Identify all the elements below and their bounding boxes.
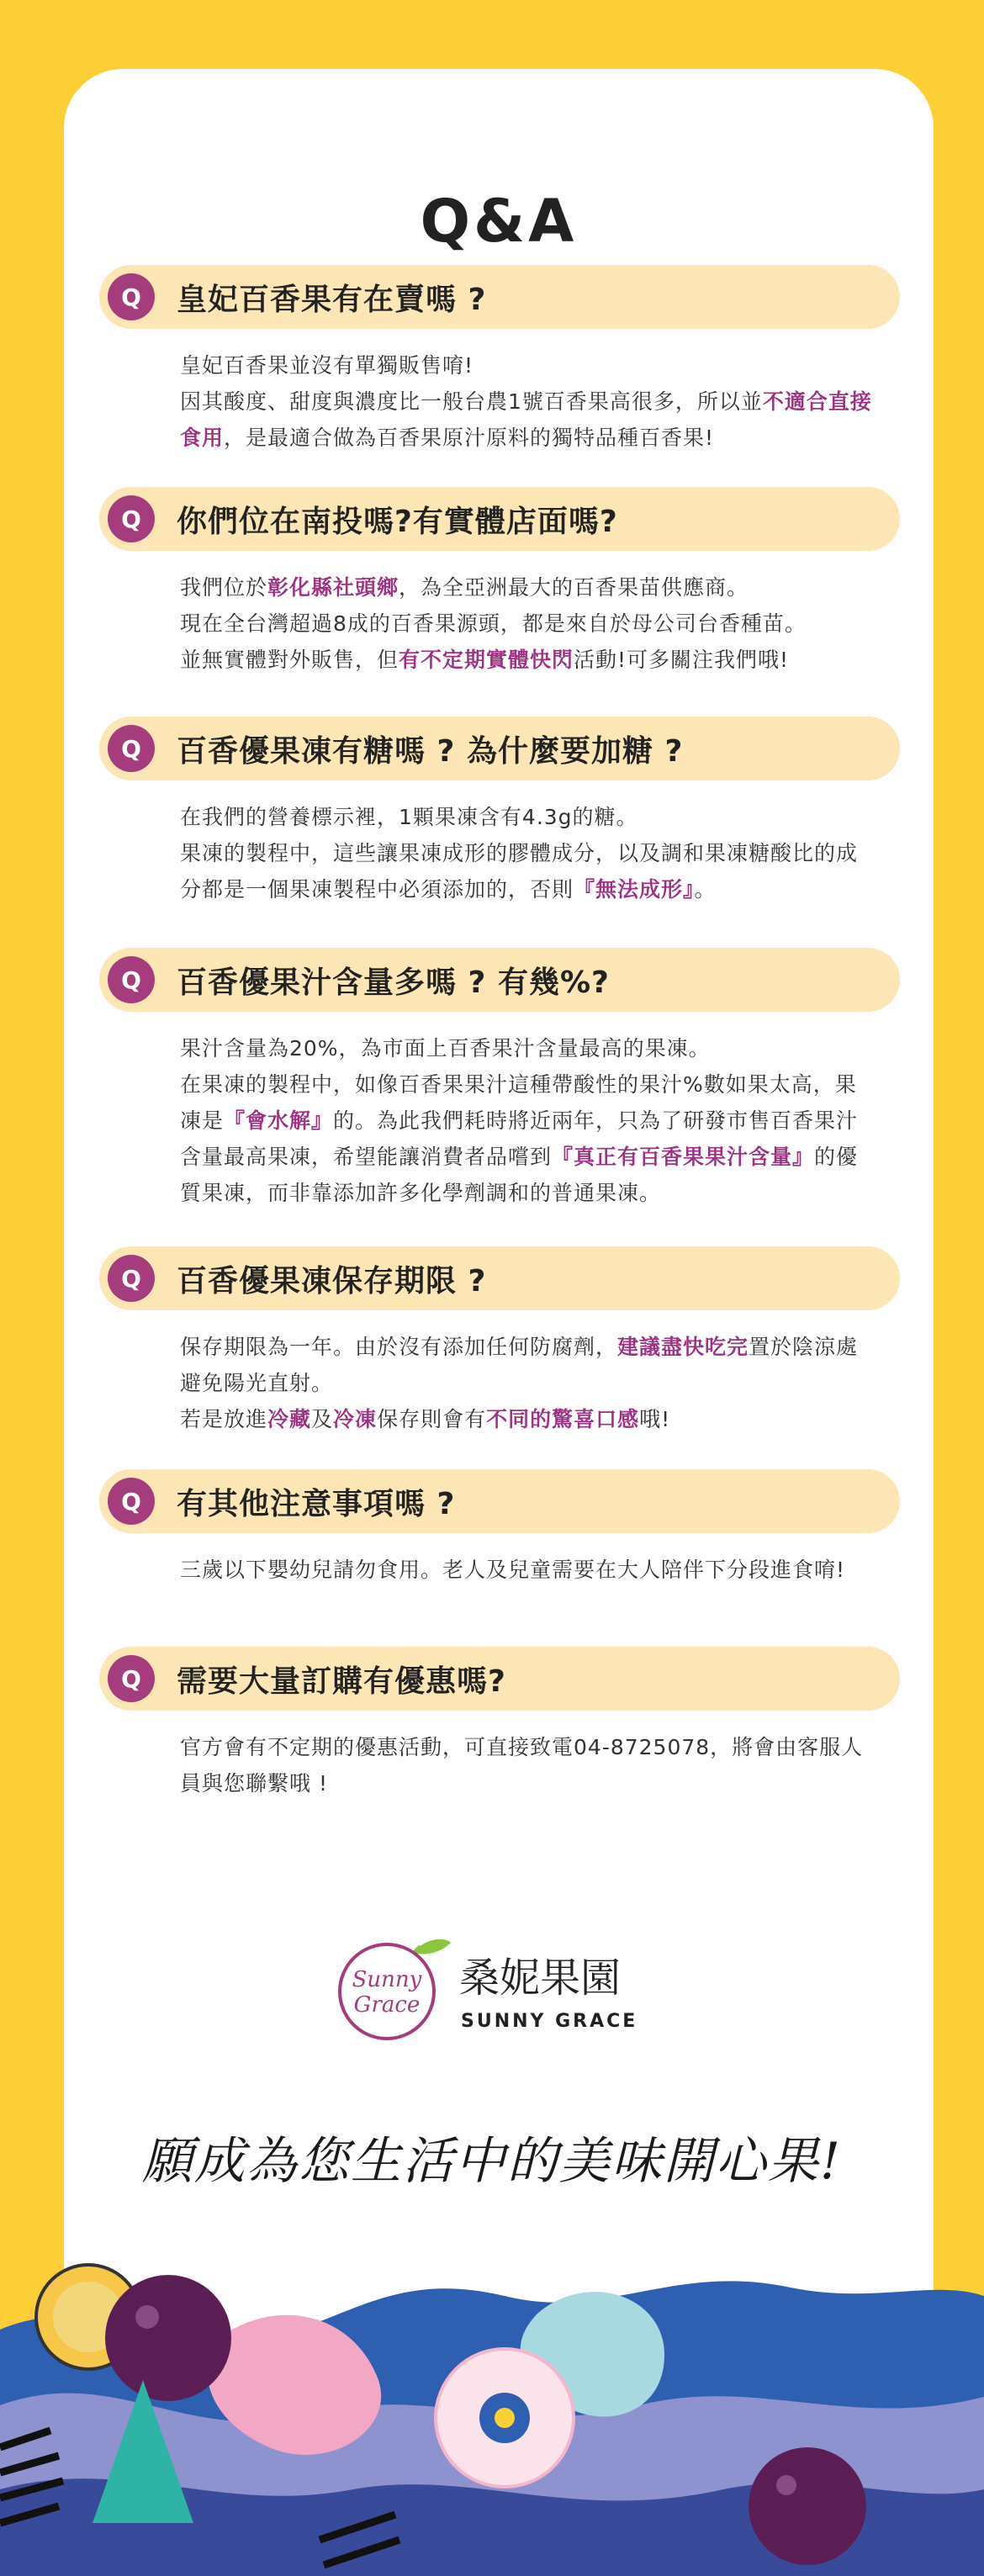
answer-text-segment: 並無實體對外販售，但: [180, 648, 399, 672]
answer-text-segment: 置於陰涼處避免陽光直射。: [180, 1335, 859, 1395]
question-text: 有其他注意事項嗎 ?: [177, 1486, 456, 1521]
answer-paragraph: [180, 1066, 878, 1211]
question-text: 需要大量訂購有優惠嗎?: [177, 1664, 506, 1699]
answer-text: [180, 347, 878, 456]
answer-text: [180, 1329, 878, 1437]
answer-text-segment: 保存期限為一年。由於沒有添加任何防腐劑，: [180, 1335, 618, 1359]
answer-text: [180, 1552, 878, 1588]
answer-text-segment: 。: [694, 877, 717, 902]
answer-text-segment: 果凍的製程中，這些讓果凍成形的膠體成分，以及調和果凍糖酸比的成分都是一個果凍製程中必須添加的，否則: [180, 841, 859, 902]
highlight-text: 冷藏: [267, 1407, 312, 1431]
qa-item-7: [99, 1647, 900, 1801]
question-bar: [99, 948, 900, 1012]
q-badge-icon: Q: [108, 495, 155, 542]
highlight-text: 彰化縣社頭鄉: [267, 575, 399, 600]
q-badge-icon: Q: [108, 956, 155, 1003]
question-text: 百香優果凍有糖嗎 ? 為什麼要加糖 ?: [177, 733, 684, 769]
answer-text-segment: ，是最適合做為百香果原汁原料的獨特品種百香果!: [224, 426, 715, 450]
highlight-text: 『會水解』: [224, 1108, 334, 1133]
q-badge-icon: Q: [108, 1255, 155, 1302]
answer-paragraph: [180, 606, 878, 642]
question-bar: [99, 265, 900, 329]
answer-text: [180, 569, 878, 678]
answer-text: [180, 1729, 878, 1801]
question-bar: [99, 1246, 900, 1310]
q-badge-icon: Q: [108, 725, 155, 772]
answer-text: [180, 799, 878, 907]
passion-fruit-icon: [105, 2275, 231, 2401]
answer-paragraph: [180, 835, 878, 907]
question-bar: [99, 1647, 900, 1711]
question-bar: [99, 717, 900, 780]
q-badge-icon: Q: [108, 1655, 155, 1702]
answer-text-segment: 皇妃百香果並沒有單獨販售唷!: [180, 353, 474, 378]
qa-card: [64, 69, 934, 2474]
question-text: 百香優果凍保存期限 ?: [177, 1263, 487, 1299]
answer-text-segment: 果汁含量為20%，為市面上百香果汁含量最高的果凍。: [180, 1036, 711, 1061]
logo-emblem-line2: Grace: [353, 1992, 421, 2018]
answer-text-segment: 因其酸度、甜度與濃度比一般台農1號百香果高很多，所以並: [180, 389, 763, 414]
answer-text-segment: 的。為此我們耗時將近兩年，只為了研發市售百香果汁含量最高果凍，希望能讓消費者品嚐到: [180, 1108, 859, 1169]
q-badge-icon: Q: [108, 1478, 155, 1525]
qa-item-1: [99, 265, 900, 456]
qa-item-3: [99, 717, 900, 907]
answer-text-segment: 及: [311, 1407, 334, 1431]
answer-paragraph: [180, 1401, 878, 1437]
answer-text-segment: 現在全台灣超過8成的百香果源頭，都是來自於母公司台香種苗。: [180, 611, 807, 636]
answer-text-segment: 官方會有不定期的優惠活動，可直接致電04-8725078，將會由客服人員與您聯繫哦 !: [180, 1735, 864, 1796]
highlight-text: 有不定期實體快閃: [399, 648, 574, 672]
decorative-illustration: [0, 2237, 984, 2576]
qa-item-5: [99, 1246, 900, 1437]
highlight-text: 『真正有百香果果汁含量』: [552, 1145, 815, 1169]
answer-paragraph: [180, 799, 878, 835]
question-text: 你們位在南投嗎?有實體店面嗎?: [177, 504, 618, 539]
highlight-text: 不適合直接食用: [180, 389, 872, 450]
highlight-text: 『無法成形』: [574, 877, 695, 902]
answer-paragraph: [180, 347, 878, 383]
page-title: Q&A: [420, 187, 578, 256]
question-text: 皇妃百香果有在賣嗎 ?: [177, 282, 487, 317]
answer-paragraph: [180, 1329, 878, 1401]
answer-text-segment: ，為全亞洲最大的百香果苗供應商。: [399, 575, 749, 600]
qa-item-6: [99, 1469, 900, 1588]
passion-fruit-icon: [749, 2447, 866, 2565]
brand-logo: [333, 1934, 669, 2044]
answer-paragraph: [180, 383, 878, 456]
answer-text-segment: 若是放進: [180, 1407, 268, 1431]
answer-paragraph: [180, 1552, 878, 1588]
question-bar: [99, 1469, 900, 1533]
answer-text-segment: 保存則會有: [377, 1407, 487, 1431]
logo-emblem-line1: Sunny: [352, 1967, 422, 1992]
question-bar: [99, 487, 900, 551]
answer-paragraph: [180, 1729, 878, 1801]
answer-text-segment: 我們位於: [180, 575, 268, 600]
brand-name-en: SUNNY GRACE: [461, 2011, 638, 2032]
answer-text-segment: 三歲以下嬰幼兒請勿食用。老人及兒童需要在大人陪伴下分段進食唷!: [180, 1558, 846, 1582]
answer-paragraph: [180, 1030, 878, 1066]
answer-text-segment: 活動!可多關注我們哦!: [574, 648, 790, 672]
slogan: 願成為您生活中的美味開心果!: [141, 2132, 843, 2191]
answer-text-segment: 哦!: [639, 1407, 671, 1431]
brand-name-zh: 桑妮果園: [459, 1954, 622, 2002]
answer-text-segment: 在果凍的製程中，如像百香果果汁這種帶酸性的果汁%數如果太高，果凍是: [180, 1072, 857, 1133]
answer-text: [180, 1030, 878, 1211]
highlight-text: 冷凍: [333, 1407, 378, 1431]
qa-item-2: [99, 487, 900, 678]
answer-paragraph: [180, 642, 878, 678]
answer-text-segment: 在我們的營養標示裡，1顆果凍含有4.3g的糖。: [180, 805, 638, 829]
highlight-text: 不同的驚喜口感: [486, 1407, 640, 1431]
q-badge-icon: Q: [108, 273, 155, 320]
qa-item-4: [99, 948, 900, 1211]
answer-paragraph: [180, 569, 878, 606]
question-text: 百香優果汁含量多嗎 ? 有幾%?: [177, 965, 610, 1000]
answer-text-segment: 的優質果凍，而非靠添加許多化學劑調和的普通果凍。: [180, 1145, 859, 1205]
highlight-text: 建議盡快吃完: [617, 1335, 749, 1359]
